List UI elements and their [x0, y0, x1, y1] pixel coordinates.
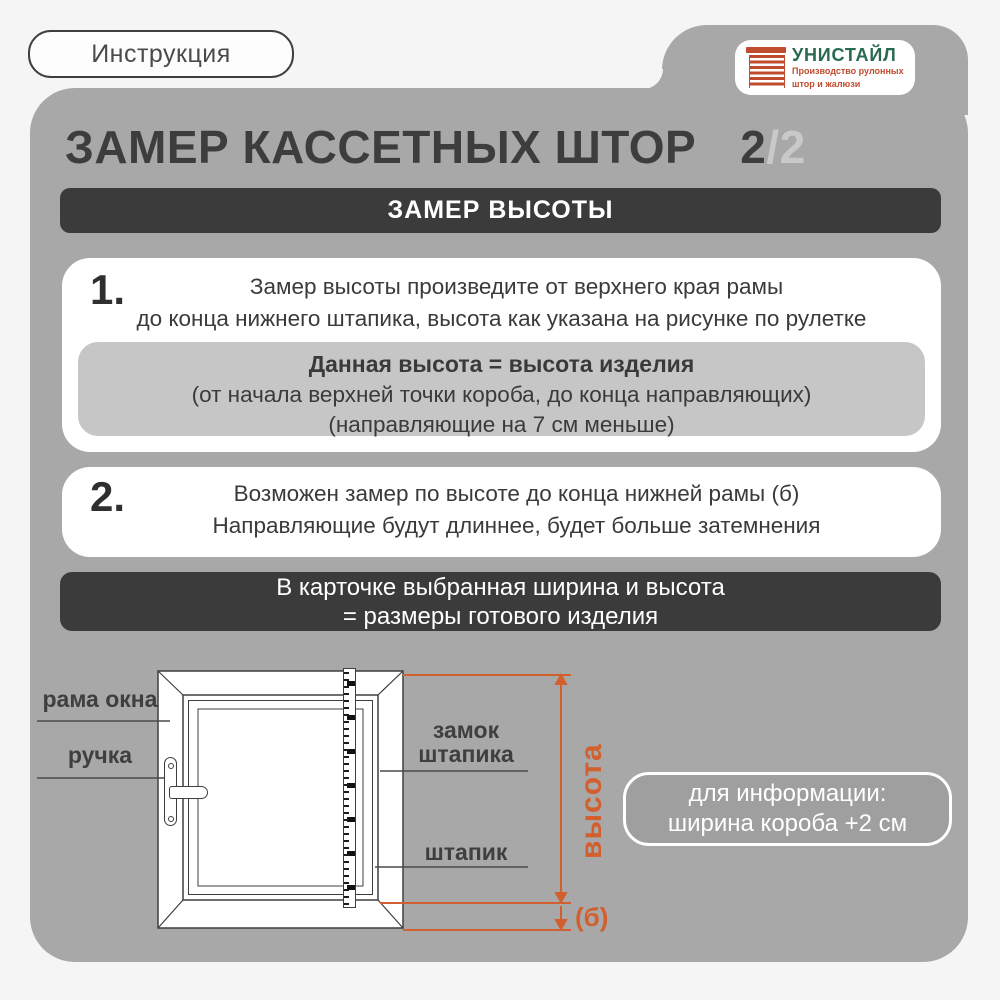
- step1-line2: до конца нижнего штапика, высота как указана на рисунке по рулетке: [136, 306, 867, 331]
- handle-lever: [169, 786, 208, 799]
- bead-lock-label-line1: замок: [432, 717, 500, 743]
- handle-screw-bottom: [168, 816, 174, 822]
- info-card-line1: для информации:: [688, 780, 887, 807]
- arrowhead-up: [556, 675, 566, 684]
- frame-label: рама окна: [42, 686, 158, 712]
- step2-number: 2.: [90, 473, 126, 520]
- step1-note-line2: (от начала верхней точки короба, до конца направляющих): [191, 382, 812, 407]
- summary-bar-line1: В карточке выбранная ширина и высота: [276, 573, 725, 601]
- height-dimension-label: высота: [575, 743, 608, 859]
- logo-subtitle-line1: Производство рулонных: [792, 65, 904, 76]
- page-number-current: 2: [740, 121, 767, 173]
- page-title-text: ЗАМЕР КАССЕТНЫХ ШТОР: [65, 121, 697, 173]
- b-mark-label: (б): [575, 902, 609, 932]
- page-number-divider: /: [766, 121, 780, 173]
- arrowhead-b-down: [556, 920, 566, 929]
- step2-line1: Возможен замер по высоте до конца нижней рамы (б): [233, 481, 800, 506]
- info-card: [623, 772, 952, 846]
- bead-label: штапик: [424, 839, 508, 865]
- handle-label: ручка: [67, 742, 133, 768]
- step1-number: 1.: [90, 266, 126, 313]
- step1-note-bold: Данная высота = высота изделия: [308, 351, 695, 377]
- ruler-tape: [343, 668, 356, 908]
- arrowhead-down: [556, 893, 566, 902]
- page-number-total: 2: [779, 121, 806, 173]
- height-section-header-label: ЗАМЕР ВЫСОТЫ: [387, 196, 614, 224]
- logo-brand: УНИСТАЙЛ: [792, 44, 897, 65]
- window-glass: [198, 709, 363, 886]
- summary-bar-line2: = размеры готового изделия: [342, 602, 659, 630]
- step2-line2: Направляющие будут длиннее, будет больше затемнения: [212, 513, 821, 538]
- info-card-line2: ширина короба +2 см: [667, 810, 908, 837]
- bead-lock-label-line2: штапика: [418, 741, 514, 767]
- step1-line1: Замер высоты произведите от верхнего края рамы: [249, 274, 784, 299]
- bead-lock-label: [396, 718, 536, 766]
- logo-subtitle-line2: штор и жалюзи: [792, 78, 861, 89]
- instruction-badge-label: Инструкция: [91, 39, 231, 68]
- step1-note-line3: (направляющие на 7 см меньше): [328, 412, 675, 437]
